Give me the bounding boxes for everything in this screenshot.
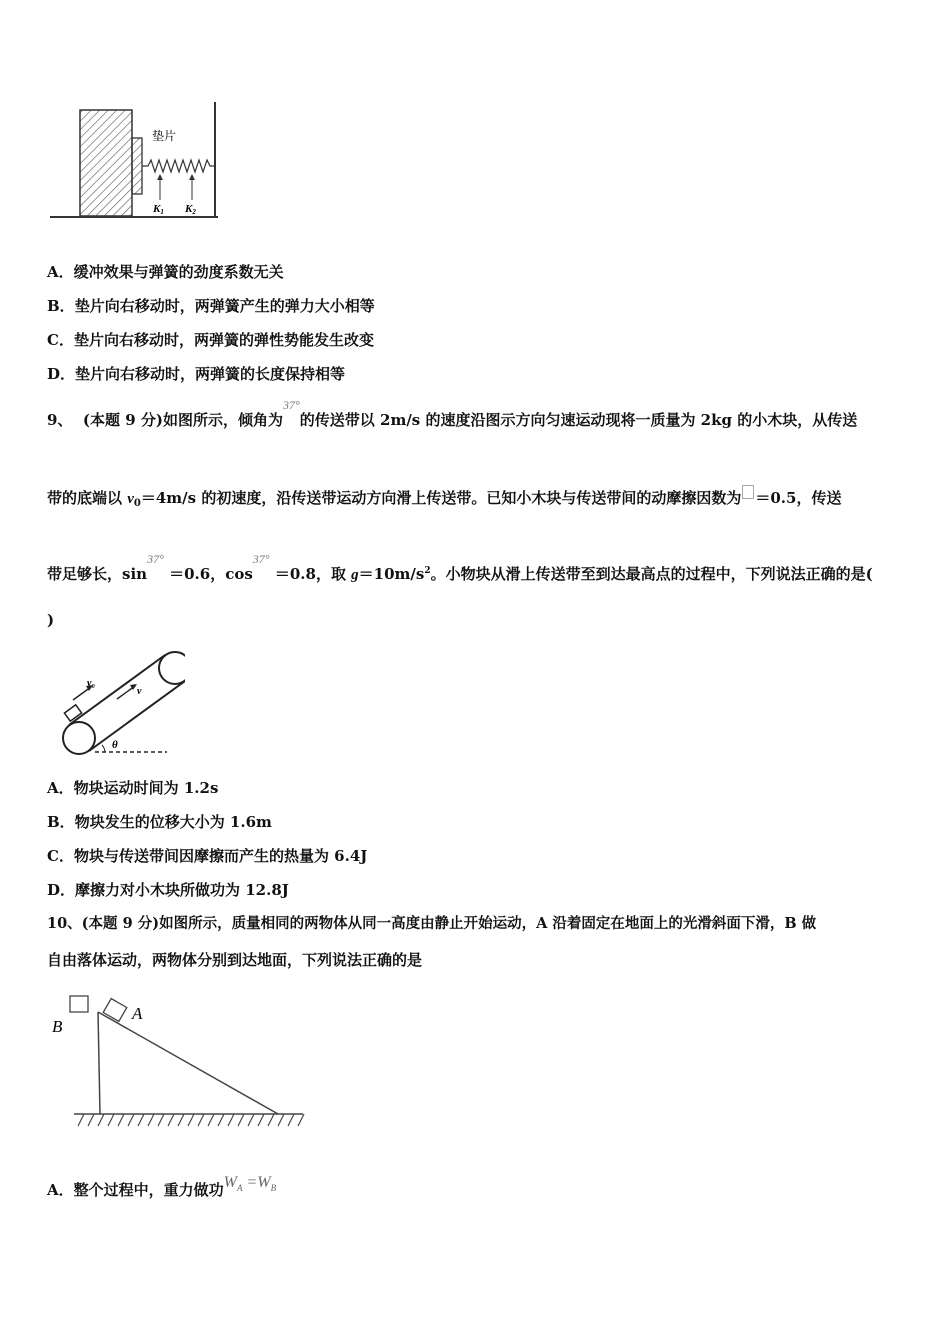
b-label: B xyxy=(52,1017,63,1036)
q9-option-b: B．物块发生的位移大小为 1.6m xyxy=(47,813,272,831)
q8-option-d: D．垫片向右移动时，两弹簧的长度保持相等 xyxy=(47,365,346,383)
q8-option-c: C．垫片向右移动时，两弹簧的弹性势能发生改变 xyxy=(47,331,374,349)
a-label: A xyxy=(132,1004,143,1023)
k1-label: K1 xyxy=(153,203,164,216)
incline-figure xyxy=(48,990,308,1140)
pad xyxy=(132,138,142,194)
q9-option-c: C．物块与传送带间因摩擦而产生的热量为 6.4J xyxy=(47,847,368,865)
q10-stem-line2: 自由落体运动，两物体分别到达地面，下列说法正确的是 xyxy=(47,951,423,969)
theta-label: θ xyxy=(112,739,118,751)
spring-buffer-figure xyxy=(50,100,230,225)
q9-option-a: A．物块运动时间为 1.2s xyxy=(47,779,219,797)
spring xyxy=(142,160,215,172)
q9-stem-line4: ) xyxy=(47,611,55,629)
q9-stem-line3: 带足够长，$\sin^{37^\circ} =0.6$，$\cos^{37^\circ} =0.8$，取 $g=10m/s^2$。小物块从滑上传送带至到达最高点的过程中，下列说法正确的是( xyxy=(47,552,873,583)
q9-stem-line2: 带的底端以 $v_0=4m/s$ 的初速度，沿传送带运动方向滑上传送带。已知小木块与传送带间的动摩擦因数为 ＝0.5，传送 xyxy=(47,485,841,514)
conveyor-belt-figure xyxy=(55,640,185,760)
pad-label: 垫片 xyxy=(152,129,177,143)
k2-label: K2 xyxy=(185,203,196,216)
v0-label: v₀ xyxy=(87,678,95,689)
mu-symbol-placeholder xyxy=(742,485,754,499)
q10-stem-line1: 10、(本题 9 分)如图所示，质量相同的两物体从同一高度由静止开始运动，A 沿着固定在地面上的光滑斜面下滑，B 做 xyxy=(47,915,817,932)
v-label: v xyxy=(137,686,142,697)
q10-option-a: A．整个过程中，重力做功$W_A =W_B$ xyxy=(47,1174,277,1199)
q8-option-a: A．缓冲效果与弹簧的劲度系数无关 xyxy=(47,263,284,281)
q9-stem-line1: 9、 (本题 9 分)如图所示，倾角为$^{37^\circ}$的传送带以 2m/s 的速度沿图示方向匀速运动现将一质量为 2kg 的小木块，从传送 xyxy=(47,398,858,429)
block-b xyxy=(70,996,88,1012)
block-a xyxy=(103,999,127,1022)
work-equality-formula: $W_A =W_B$ xyxy=(223,1174,277,1194)
q8-option-b: B．垫片向右移动时，两弹簧产生的弹力大小相等 xyxy=(47,297,375,315)
q9-option-d: D．摩擦力对小木块所做功为 12.8J xyxy=(47,881,289,899)
block xyxy=(80,110,132,216)
